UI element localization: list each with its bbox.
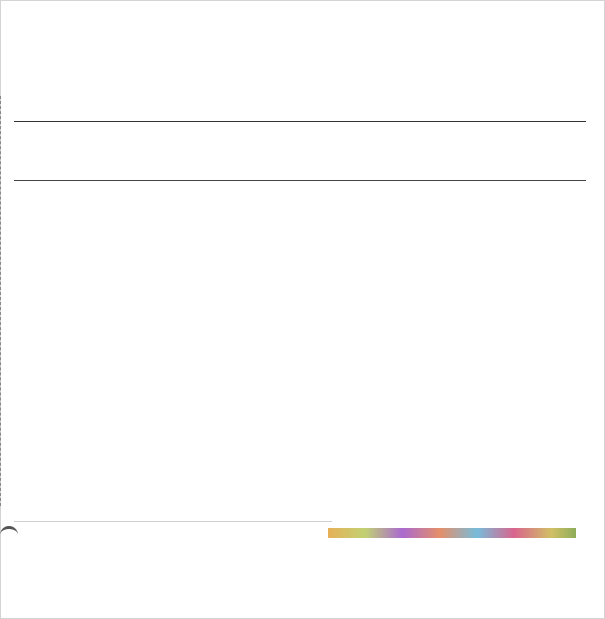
news-article: [14, 121, 586, 517]
article-line: [22, 420, 582, 444]
article-line: [22, 373, 582, 397]
bottom-divider: [14, 521, 332, 522]
article-line: [22, 208, 582, 232]
next-article-edge: [0, 526, 18, 541]
article-line: [22, 184, 582, 208]
headline-divider: [14, 180, 586, 181]
article-line: [22, 326, 582, 350]
advertisement-strip: [328, 528, 576, 538]
article-body: [22, 184, 582, 467]
previous-article-fragment: [40, 92, 580, 106]
article-line: [22, 396, 582, 420]
masthead: [0, 6, 605, 76]
article-line: [22, 255, 582, 279]
article-line: [22, 349, 582, 373]
article-line: [22, 231, 582, 255]
column-divider: [0, 96, 2, 506]
article-line: [22, 302, 582, 326]
article-line: [22, 444, 582, 468]
article-line: [22, 278, 582, 302]
